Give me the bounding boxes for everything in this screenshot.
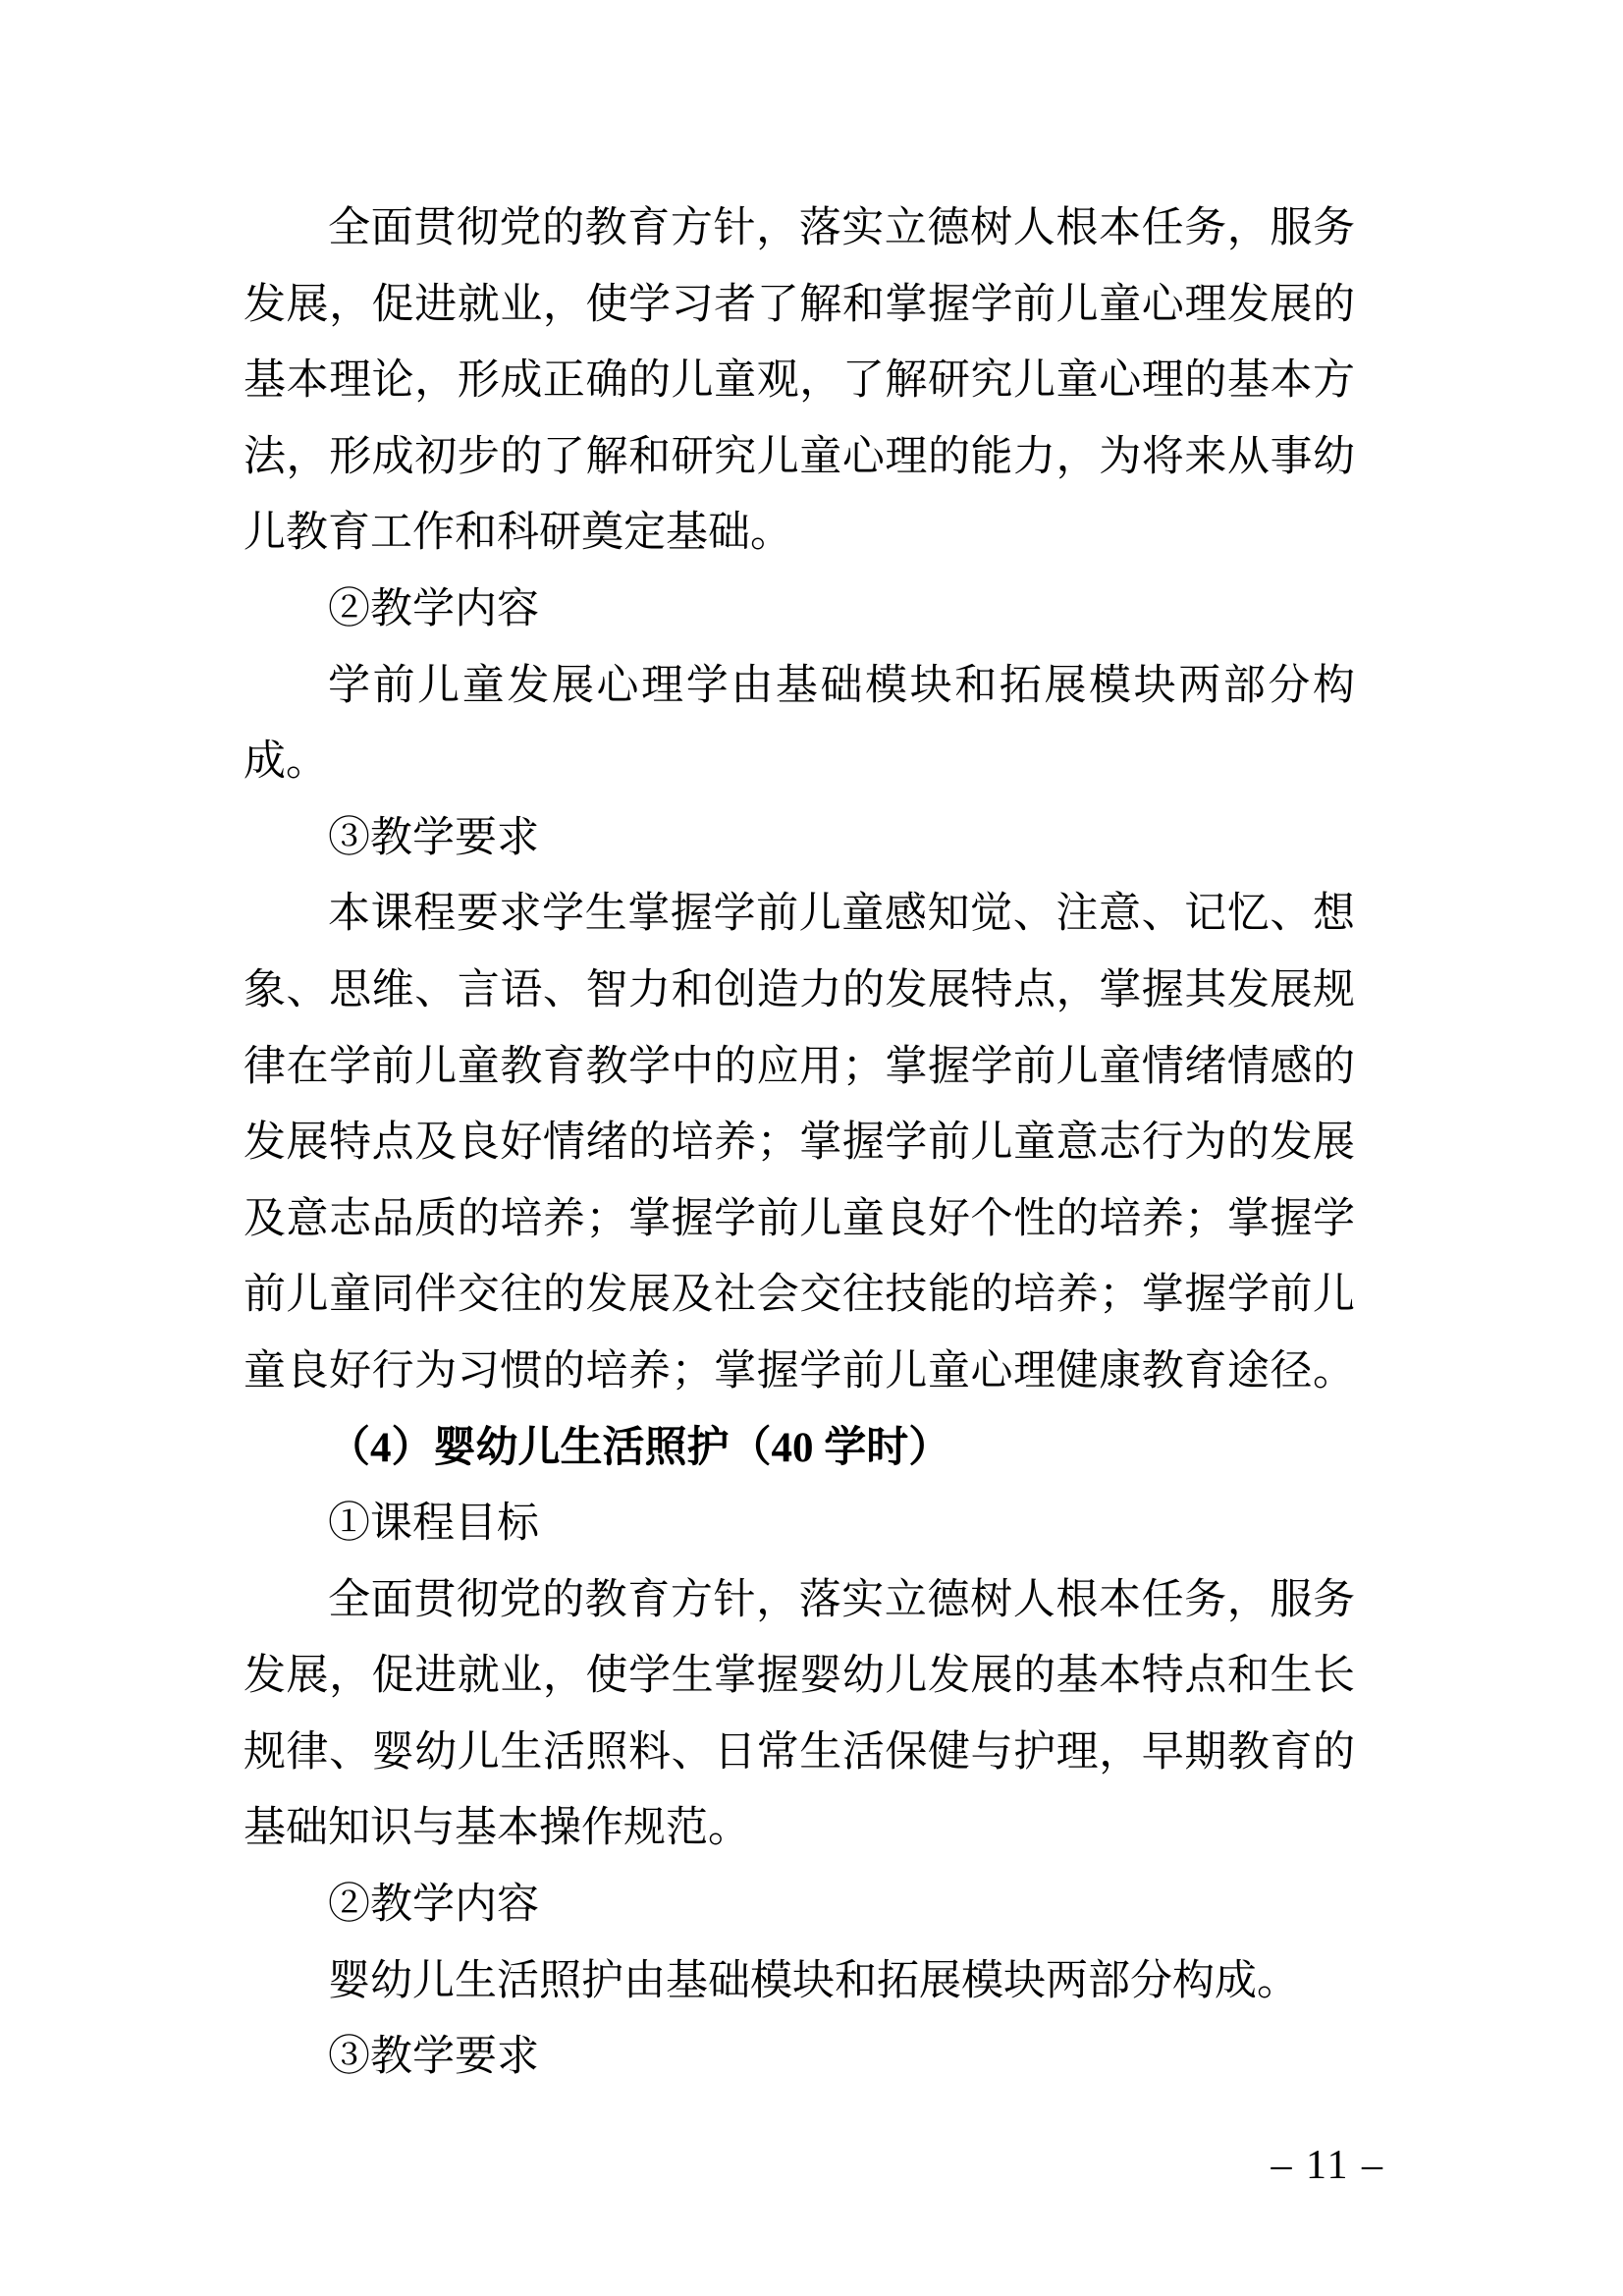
text-block bbox=[243, 191, 1355, 2096]
paragraph-line: 童良好行为习惯的培养；掌握学前儿童心理健康教育途径。 bbox=[243, 1347, 1355, 1394]
item-label-line: ③教学要求 bbox=[328, 814, 539, 861]
item-label-line: ②教学内容 bbox=[328, 585, 539, 632]
paragraph-line: 律在学前儿童教育教学中的应用；掌握学前儿童情绪情感的 bbox=[243, 1043, 1355, 1090]
paragraph-line: 儿教育工作和科研奠定基础。 bbox=[243, 510, 792, 557]
paragraph-line: 发展，促进就业，使学习者了解和掌握学前儿童心理发展的 bbox=[243, 281, 1355, 328]
section-heading: （4）婴幼儿生活照护（40 学时） bbox=[328, 1424, 951, 1471]
paragraph-line: 婴幼儿生活照护由基础模块和拓展模块两部分构成。 bbox=[328, 1957, 1299, 2004]
paragraph-line: 基本理论，形成正确的儿童观，了解研究儿童心理的基本方 bbox=[243, 357, 1355, 405]
paragraph-line: 象、思维、言语、智力和创造力的发展特点，掌握其发展规 bbox=[243, 966, 1355, 1013]
paragraph-line: 基础知识与基本操作规范。 bbox=[243, 1805, 750, 1852]
paragraph-line: 前儿童同伴交往的发展及社会交往技能的培养；掌握学前儿 bbox=[243, 1272, 1355, 1319]
paragraph-line: 规律、婴幼儿生活照料、日常生活保健与护理，早期教育的 bbox=[243, 1728, 1355, 1776]
paragraph-line: 发展，促进就业，使学生掌握婴幼儿发展的基本特点和生长 bbox=[243, 1653, 1355, 1700]
page-number: – 11 – bbox=[1271, 2143, 1384, 2188]
paragraph-line: 及意志品质的培养；掌握学前儿童良好个性的培养；掌握学 bbox=[243, 1195, 1355, 1242]
paragraph-line: 发展特点及良好情绪的培养；掌握学前儿童意志行为的发展 bbox=[243, 1120, 1355, 1167]
paragraph-line: 学前儿童发展心理学由基础模块和拓展模块两部分构 bbox=[328, 662, 1355, 709]
item-label-line: ③教学要求 bbox=[328, 2034, 539, 2081]
paragraph-line: 成。 bbox=[243, 738, 328, 786]
paragraph-line: 全面贯彻党的教育方针，落实立德树人根本任务，服务 bbox=[328, 205, 1355, 251]
item-label-line: ②教学内容 bbox=[328, 1882, 539, 1929]
item-label-line: ①课程目标 bbox=[328, 1501, 539, 1548]
paragraph-line: 全面贯彻党的教育方针，落实立德树人根本任务，服务 bbox=[328, 1576, 1355, 1623]
paragraph-line: 本课程要求学生掌握学前儿童感知觉、注意、记忆、想 bbox=[328, 891, 1355, 938]
paragraph-line: 法，形成初步的了解和研究儿童心理的能力，为将来从事幼 bbox=[243, 433, 1355, 480]
